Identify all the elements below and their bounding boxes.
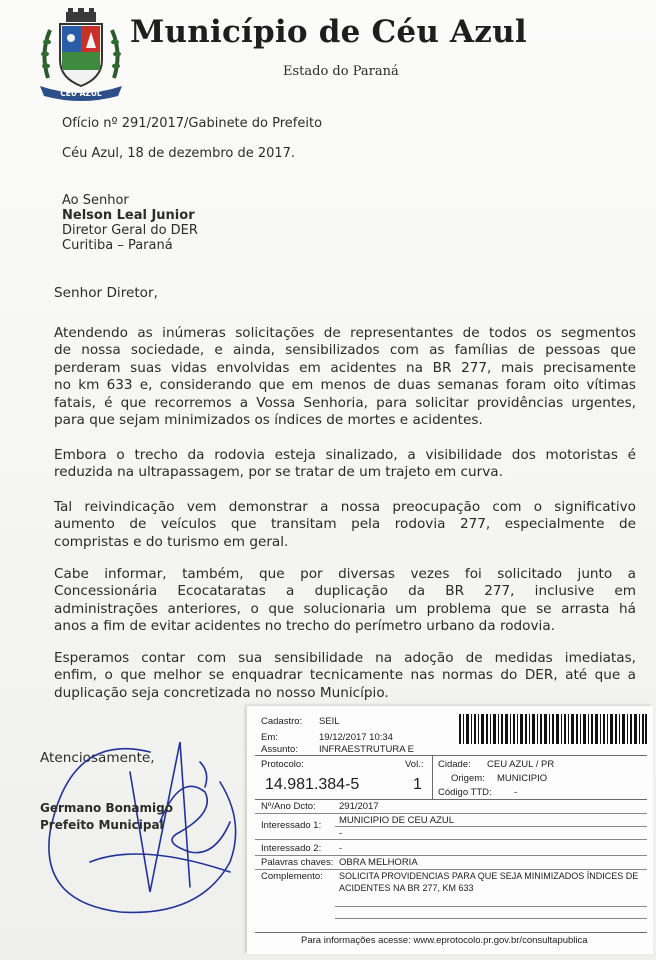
letter-place-date: Céu Azul, 18 de dezembro de 2017. <box>62 146 296 161</box>
paragraph-line: fatais, é que recorremos a Vossa Senhoria, para solicitar providências urgentes, <box>54 394 636 411</box>
crest-banner-text: CÉU AZUL <box>60 89 102 98</box>
paragraph-line: Embora o trecho da rodovia esteja sinalizado, a visibilidade dos motoristas é <box>54 447 636 463</box>
municipality-title: Município de Céu Azul <box>130 14 527 50</box>
vol-label: Vol.: <box>405 759 424 770</box>
state-subtitle: Estado do Paraná <box>283 64 399 79</box>
interessado-1-label: Interessado 1: <box>261 820 322 831</box>
protocol-label <box>247 706 653 954</box>
paragraph-2 <box>54 447 636 482</box>
protocolo-label: Protocolo: <box>261 759 304 770</box>
paragraph-line: enfim, o que melhor se enquadrar tecnicamente nas normas do DER, até que a <box>54 667 636 684</box>
assunto-value: INFRAESTRUTURA E <box>319 744 415 755</box>
cidade-label: Cidade: <box>438 759 471 770</box>
protocolo-value: 14.981.384-5 <box>265 776 360 793</box>
cadastro-value: SEIL <box>319 716 340 727</box>
origem-label: Origem: <box>451 773 485 784</box>
codigo-ttd-label: Código TTD: <box>438 787 492 798</box>
municipal-crest-icon <box>38 8 124 104</box>
paragraph-line: Esperamos contar com sua sensibilidade na adoção de medidas imediatas, <box>54 650 636 666</box>
em-value: 19/12/2017 10:34 <box>319 732 393 743</box>
cadastro-label: Cadastro: <box>261 716 303 727</box>
handwritten-signature-icon <box>30 712 270 922</box>
paragraph-line: administrações anteriores, o que solucionaria um problema que se arrasta há <box>54 600 636 617</box>
paragraph-line: Cabe informar, também, que por diversas vezes foi solicitado junto a <box>54 566 636 582</box>
paragraph-line: Concessionária Ecocataratas a duplicação da BR 277, inclusive em <box>54 583 636 600</box>
paragraph-4 <box>54 566 636 636</box>
interessado-2-label: Interessado 2: <box>261 843 322 854</box>
cidade-value: CEU AZUL / PR <box>487 759 555 770</box>
palavras-chaves-value: OBRA MELHORIA <box>339 857 418 868</box>
numero-ano-value: 291/2017 <box>339 801 379 812</box>
paragraph-line: no km 633 e, considerando que em menos de duas semanas foram oito vítimas <box>54 377 636 394</box>
interessado-1-extra: - <box>339 828 343 839</box>
addressee-prefix: Ao Senhor <box>62 193 129 208</box>
numero-ano-label: Nº/Ano Dcto: <box>261 801 316 812</box>
codigo-ttd-value: - <box>514 787 518 798</box>
assunto-label: Assunto: <box>261 744 298 755</box>
addressee-city: Curitiba – Paraná <box>62 238 173 253</box>
vol-value: 1 <box>413 776 422 793</box>
paragraph-line: compristas e do turismo em geral. <box>54 533 289 550</box>
addressee-name: Nelson Leal Junior <box>62 208 195 223</box>
complemento-line-2: ACIDENTES NA BR 277, KM 633 <box>339 883 474 893</box>
paragraph-line: de nossa sociedade, e ainda, sensibilizados com as famílias de pessoas que <box>54 342 636 359</box>
complemento-label: Complemento: <box>261 871 323 882</box>
palavras-chaves-label: Palavras chaves: <box>261 857 334 868</box>
addressee-role: Diretor Geral do DER <box>62 223 198 238</box>
paragraph-line: para que sejam minimizados os índices de mortes e acidentes. <box>54 412 483 429</box>
paragraph-3 <box>54 499 636 551</box>
letter-reference: Ofício nº 291/2017/Gabinete do Prefeito <box>62 116 323 131</box>
paragraph-line: anos a fim de evitar acidentes no trecho do perímetro urbano da rodovia. <box>54 618 555 635</box>
origem-value: MUNICIPIO <box>497 773 548 784</box>
em-label: Em: <box>261 732 278 743</box>
complemento-line-1: SOLICITA PROVIDENCIAS PARA QUE SEJA MINIMIZADOS ÍNDICES DE <box>339 871 639 881</box>
closing: Atenciosamente, <box>40 750 155 766</box>
paragraph-line: Atendendo as inúmeras solicitações de representantes de todos os segmentos <box>54 325 636 341</box>
paragraph-line: duplicação seja concretizada no nosso Município. <box>54 684 389 701</box>
paragraph-line: Tal reivindicação vem demonstrar a nossa preocupação com o significativo <box>54 499 636 515</box>
paragraph-line: perderam suas vidas envolvidas em acidentes na BR 277, mais precisamente <box>54 359 636 376</box>
barcode-icon <box>459 714 647 744</box>
signer-title: Prefeito Municipal <box>40 818 164 832</box>
interessado-1-value: MUNICIPIO DE CEU AZUL <box>339 815 455 826</box>
paragraph-line: reduzida na ultrapassagem, por se tratar de um trajeto em curva. <box>54 464 503 481</box>
signer-name: Germano Bonamigo <box>40 801 173 815</box>
consulta-footer: Para informações acesse: www.eprotocolo.pr.gov.br/consultapublica <box>301 935 588 946</box>
paragraph-5 <box>54 650 636 702</box>
paragraph-line: aumento de veículos que transitam pela rodovia 277, especialmente de <box>54 516 636 533</box>
greeting: Senhor Diretor, <box>54 285 158 301</box>
paragraph-1 <box>54 325 636 429</box>
interessado-2-value: - <box>339 843 343 854</box>
